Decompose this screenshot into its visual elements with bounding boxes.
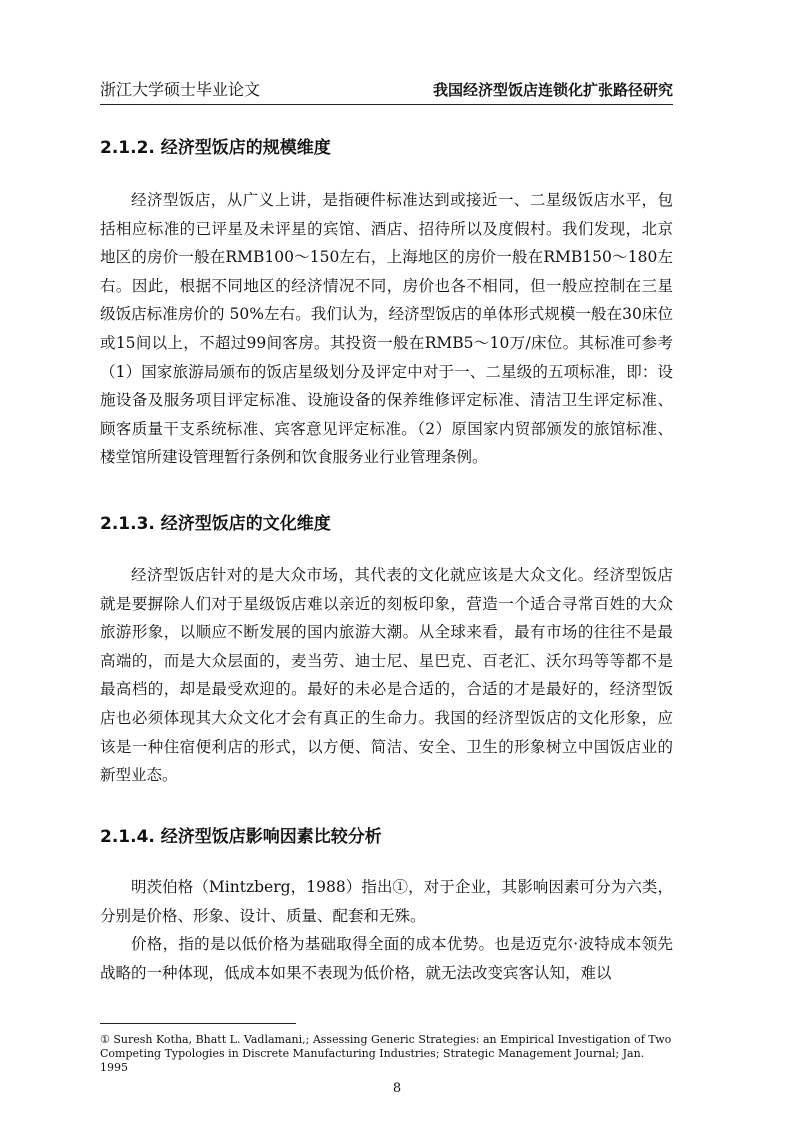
paragraph: 明茨伯格（Mintzberg，1988）指出①，对于企业，其影响因素可分为六类，分别是价格、形象、设计、质量、配套和无殊。: [100, 878, 673, 925]
section-title-2-1-3: 2.1.3. 经济型饭店的文化维度: [100, 514, 331, 534]
paragraph: 经济型饭店针对的是大众市场，其代表的文化就应该是大众文化。经济型饭店就是要摒除人们对于星级饭店难以亲近的刻板印象，营造一个适合寻常百姓的大众旅游形象，以顺应不断发展的国内旅游大潮。从全球来看，最有市场的往往不是最高端的，而是大众层面的，麦当劳、迪士尼、星巴克、百老汇、沃尔玛等等都不是最高档的，却是最受欢迎的。最好的未必是合适的，合适的才是最好的，经济型饭店也必须体现其大众文化才会有真正的生命力。我国的经济型饭店的文化形象，应该是一种住宿便利店的形式，以方便、简洁、安全、卫生的形象树立中国饭店业的新型业态。: [100, 566, 673, 785]
footnote: ① Suresh Kotha, Bhatt L. Vadlamani,; Assessing Generic Strategies: an Empirical Investigation of Two Competing Typologies in Discrete Manufacturing Industries; Strategic Management Journal; Jan. 1995: [100, 1033, 672, 1074]
paragraph: 价格，指的是以低价格为基础取得全面的成本优势。也是迈克尔·波特成本领先战略的一种体现，低成本如果不表现为低价格，就无法改变宾客认知，难以: [100, 935, 673, 982]
running-header: [100, 74, 673, 105]
footnote-divider: [100, 1023, 296, 1024]
paragraph: 经济型饭店，从广义上讲，是指硬件标准达到或接近一、二星级饭店水平，包括相应标准的已评星及未评星的宾馆、酒店、招待所以及度假村。我们发现，北京地区的房价一般在RMB100～150左右，上海地区的房价一般在RMB150～180左右。因此，根据不同地区的经济情况不同，房价也各不相同，但一般应控制在三星级饭店标准房价的 50%左右。我们认为，经济型饭店的单体形式规模一般在30床位或15间以上，不超过99间客房。其投资一般在RMB5～10万/床位。其标准可参考（1）国家旅游局颁布的饭店星级划分及评定中对于一、二星级的五项标准，即：设施设备及服务项目评定标准、设施设备的保养维修评定标准、清洁卫生评定标准、顾客质量干支系统标准、宾客意见评定标准。（2）原国家内贸部颁发的旅馆标准、楼堂馆所建设管理暂行条例和饮食服务业行业管理条例。: [100, 191, 673, 467]
section-title-2-1-2: 2.1.2. 经济型饭店的规模维度: [100, 138, 331, 158]
page-number: 8: [392, 1081, 402, 1096]
header-university: 浙江大学硕士毕业论文: [100, 80, 261, 99]
header-thesis-title: 我国经济型饭店连锁化扩张路径研究: [432, 81, 673, 99]
section-title-2-1-4: 2.1.4. 经济型饭店影响因素比较分析: [100, 827, 382, 847]
